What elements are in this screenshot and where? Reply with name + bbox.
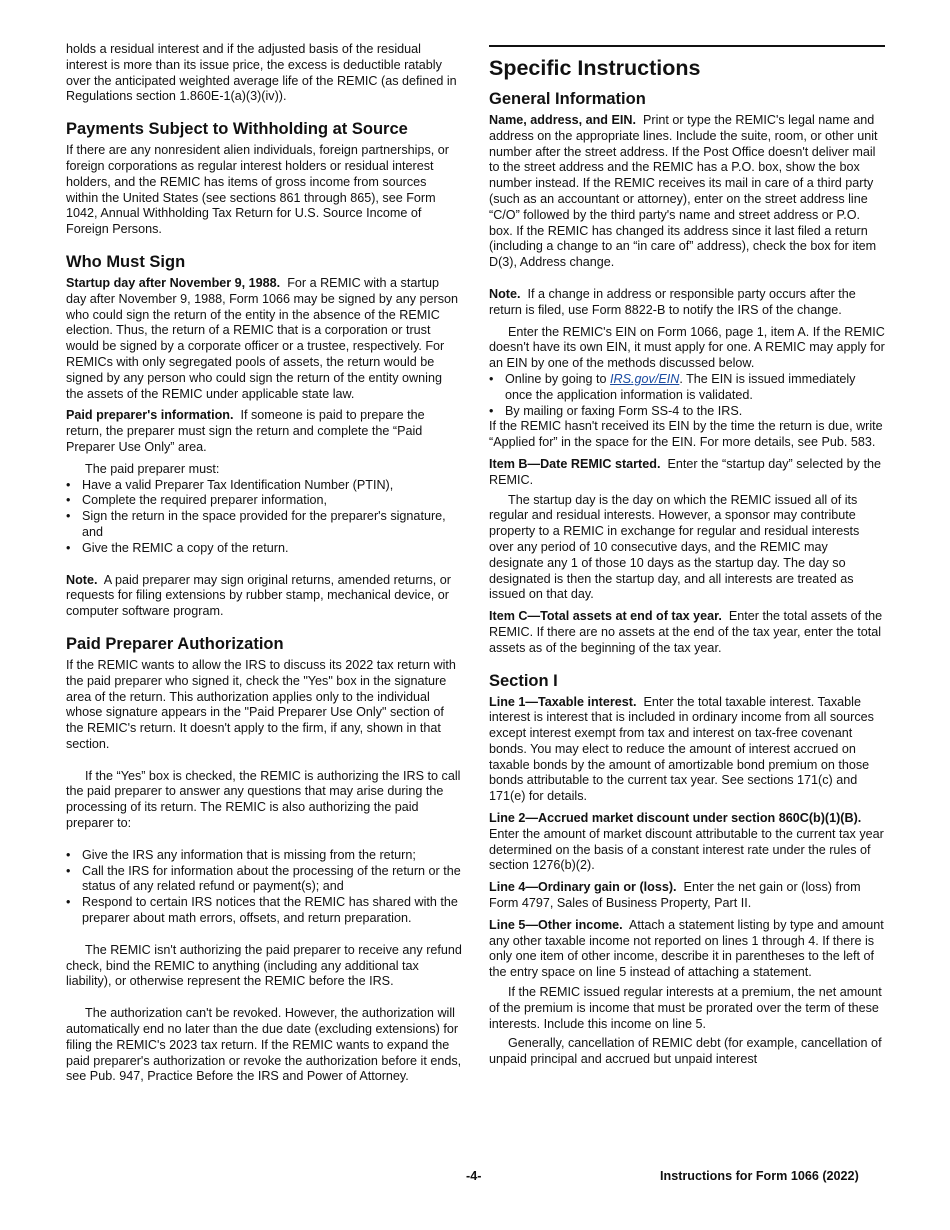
authorization-paragraph-3: The REMIC isn't authorizing the paid preparer to receive any refund check, bind the REMIC to anything (including any additional tax liability), or otherwise represent the REMIC before the IRS. (66, 942, 462, 989)
irs-ein-link[interactable]: IRS.gov/EIN (610, 371, 680, 386)
note-paragraph (66, 573, 462, 620)
ein-after-paragraph: If the REMIC hasn't received its EIN by the time the return is due, write “Applied for” in the space for the EIN. For more details, see Pub. 583. (489, 419, 883, 450)
note-text: If a change in address or responsible party occurs after the return is filed, use Form 8822-B to notify the IRS of the change. (489, 286, 856, 317)
authorization-heading: Paid Preparer Authorization (66, 634, 284, 653)
item-b-text: Enter the “startup day” selected by the REMIC. (489, 456, 881, 487)
left-column (66, 42, 462, 1085)
premium-paragraph: If the REMIC issued regular interests at a premium, the net amount of the premium is income that must be prorated over the term of these interests. Include this income on line 5. (489, 985, 882, 1031)
preparer-info-text: If someone is paid to prepare the return, the preparer must sign the return and complete the “Paid Preparer Use Only” area. (66, 408, 425, 454)
intro-paragraph: holds a residual interest and if the adjusted basis of the residual interest is more than its issue price, the excess is deductible ratably over the anticipated weighted average life of the REMIC (as defined in Regulations section 1.860E-1(a)(3)(iv)). (66, 42, 457, 104)
cancellation-paragraph: Generally, cancellation of REMIC debt (for example, cancellation of unpaid principal and accrued but unpaid interest (489, 1036, 882, 1067)
withholding-heading: Payments Subject to Withholding at Source (66, 120, 408, 139)
startup-lead: Startup day after November 9, 1988. (66, 275, 281, 290)
startup-text: For a REMIC with a startup day after November 9, 1988, Form 1066 may be signed by any person who could sign the return of the entity in the absence of the REMIC election. Thus, the return of a REMIC that is a corporation or trust would be signed by a corporate officer or a trustee, respectively. For REMICs with only segregated pools of assets, the return would be signed by any person who could sign the return of the entity owning the assets of the REMIC under applicable state law. (66, 275, 459, 401)
specific-instructions-title: Specific Instructions (489, 56, 701, 80)
note-paragraph (489, 287, 885, 319)
list-item: • Call the IRS for information about the processing of the return or the status of any related refund or payment(s); and (66, 864, 462, 896)
name-address-lead: Name, address, and EIN. (489, 113, 636, 127)
list-item: • By mailing or faxing Form SS-4 to the IRS. (489, 404, 885, 420)
line-2-text: Enter the amount of market discount attributable to the current tax year determined on the basis of a constant interest rate under the rules of section 1276(b)(2). (489, 826, 884, 873)
item-c-paragraph (489, 609, 885, 656)
line-2-lead: Line 2—Accrued market discount under section 860C(b)(1)(B). (489, 811, 862, 826)
section-i-heading: Section I (489, 671, 558, 690)
note-text: A paid preparer may sign original returns, amended returns, or requests for filing extensions by rubber stamp, mechanical device, or computer software program. (66, 572, 452, 619)
general-information-heading: General Information (489, 90, 646, 108)
line-1-text: Enter the total taxable interest. Taxable interest is interest that is included in ordinary income from all sources except interest exempt from tax and interest on tax-free covenant bonds. You may elect to reduce the amount of interest accrued on taxable bonds by the amount of amortizable bond premium on those bonds attributable to the current tax year. See sections 171(c) and 171(e) for details. (489, 694, 874, 804)
withholding-paragraph: If there are any nonresident alien individuals, foreign partnerships, or foreign corporations as regular interest holders or residual interest holders, and the REMIC has items of gross income from sources within the United States (see sections 861 through 865), see Form 1042, Annual Withholding Tax Return for U.S. Source Income of Foreign Persons. (66, 143, 449, 237)
line-4-paragraph (489, 880, 885, 912)
item-b-lead: Item B—Date REMIC started. (489, 456, 661, 471)
line-5-lead: Line 5—Other income. (489, 917, 623, 932)
name-address-text: Print or type the REMIC's legal name and address on the appropriate lines. Include the suite, room, or other unit number after the street address. If the Post Office doesn't deliver mail to the street address and the REMIC has a P.O. box, show the box number instead. If the REMIC receives its mail in care of a third party (such as an accountant or attorney), enter on the street address line “C/O” followed by the third party's name and street address or P.O. box. If the REMIC has changed its address since it last filed a return (including a change to an “in care of” address), check the box for item D(3), Address change. (489, 113, 878, 270)
ein-online-text: Online by going to (505, 371, 607, 386)
note-lead: Note. (489, 286, 521, 301)
item-c-text: Enter the total assets of the REMIC. If there are no assets at the end of the tax year, enter the total assets as of the beginning of the tax year. (489, 609, 883, 655)
item-c-lead: Item C—Total assets at end of tax year. (489, 609, 722, 624)
preparer-must-intro: The paid preparer must: (85, 461, 220, 476)
startup-paragraph (66, 276, 462, 402)
list-item: • Give the REMIC a copy of the return. (66, 541, 462, 557)
list-item: • Complete the required preparer information, (66, 493, 462, 509)
list-item: • Sign the return in the space provided for the preparer's signature, and (66, 509, 462, 541)
who-must-sign-heading: Who Must Sign (66, 252, 186, 271)
line-4-lead: Line 4—Ordinary gain or (loss). (489, 880, 677, 895)
authorization-paragraph-4: The authorization can't be revoked. However, the authorization will automatically end no later than the due date (excluding extensions) for filing the REMIC's 2023 tax return. If the REMIC wants to expand the paid preparer's authorization or revoke the authorization before it ends, see Pub. 947, Practice Before the IRS and Power of Attorney. (66, 1006, 462, 1084)
item-b-paragraph (489, 457, 885, 489)
list-item: • Have a valid Preparer Tax Identification Number (PTIN), (66, 478, 462, 494)
ein-online-text-after: . The EIN is issued immediately once the application information is validated. (505, 371, 856, 402)
preparer-info-lead: Paid preparer's information. (66, 408, 234, 423)
right-column (489, 42, 885, 1068)
list-item: • Respond to certain IRS notices that the REMIC has shared with the preparer about math errors, offsets, and return preparation. (66, 895, 462, 927)
line-2-paragraph (489, 811, 885, 874)
list-item: • Give the IRS any information that is missing from the return; (66, 848, 462, 864)
footer-title: Instructions for Form 1066 (2022) (660, 1169, 859, 1183)
section-rule (489, 45, 885, 47)
preparer-info-paragraph (66, 408, 462, 455)
name-address-paragraph (489, 113, 885, 271)
ein-paragraph: Enter the REMIC's EIN on Form 1066, page 1, item A. If the REMIC doesn't have its own EIN, it must apply for one. A REMIC may apply for an EIN by one of the methods discussed below. (489, 324, 885, 371)
authorization-paragraph-1: If the REMIC wants to allow the IRS to discuss its 2022 tax return with the paid preparer who signed it, check the "Yes" box in the signature area of the return. This authorization applies only to the individual whose signature appears in the "Paid Preparer Use Only" section of the REMIC's return. It doesn't apply to the firm, if any, shown in that section. (66, 657, 456, 751)
page-number: -4- (466, 1169, 482, 1183)
authorization-paragraph-2: If the “Yes” box is checked, the REMIC is authorizing the IRS to call the paid preparer to answer any questions that may arise during the processing of its return. The REMIC is also authorizing the paid preparer to: (66, 768, 461, 831)
list-item (489, 372, 885, 404)
startup-day-paragraph: The startup day is the day on which the REMIC issued all of its regular and residual interests. However, a sponsor may contribute property to a REMIC in exchange for regular and residual interests over any period of 10 consecutive days, and the REMIC may designate any 1 of those 10 days as the startup day. The day so designated is then the startup day, and all interests are treated as issued on that day. (489, 492, 860, 602)
note-lead: Note. (66, 572, 98, 587)
line-5-paragraph (489, 918, 885, 981)
line-1-lead: Line 1—Taxable interest. (489, 694, 637, 709)
line-1-paragraph (489, 695, 885, 806)
line-5-text: Attach a statement listing by type and amount any other taxable income not reported on lines 1 through 4. If there is only one item of other income, describe it in parentheses to the left of the entry space on line 5 instead of attaching a statement. (489, 917, 884, 980)
line-4-text: Enter the net gain or (loss) from Form 4797, Sales of Business Property, Part II. (489, 880, 861, 911)
